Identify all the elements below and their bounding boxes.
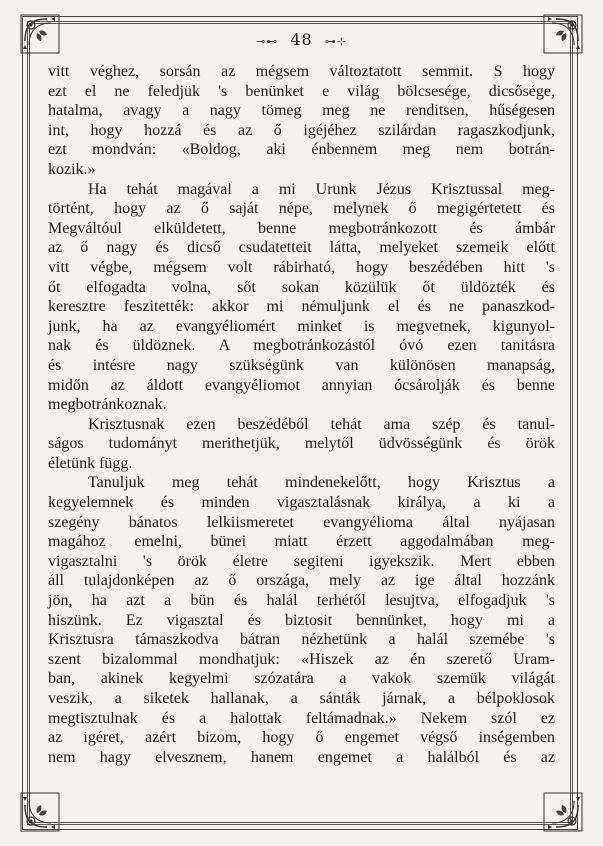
- text-line: és intésre nagy szükségünk van különösen manapság,: [48, 356, 555, 374]
- text-line: ezt el ne feledjük 's benünket e világ bölcsesége, dicsősége,: [48, 82, 555, 100]
- text-line: hiszünk. Ez vigasztal és biztosit bennünket, hogy mi a: [48, 611, 555, 629]
- text-line: megbotránkoznak.: [48, 396, 167, 414]
- text-line: veszik, a siketek hallanak, a sánták járnak, a bélpoklosok: [48, 690, 555, 707]
- text-line: kegyelemnek és minden vigasztalásnak királya, a ki a: [48, 494, 555, 512]
- text-line: kozik.»: [48, 160, 96, 178]
- text-line: int, hogy hozzá és az ő igéjéhez szilárdan ragaszkodjunk,: [48, 121, 555, 139]
- ornamental-corner-icon: [540, 789, 586, 835]
- text-line: az ő nagy és dicső csudatetteit látta, melyeket szemeik előtt: [48, 239, 555, 257]
- text-line: őt elfogadta volna, sőt sokan közülük őt üldözték és: [48, 278, 555, 296]
- text-line: midőn az áldott evangyéliomot annyian ócsárolják és benne: [48, 376, 555, 394]
- text-line: szent bizalommal mondhatjuk: «Hiszek az én szerető Uram-: [48, 650, 555, 668]
- text-line: életünk függ.: [48, 454, 133, 472]
- text-line: Tanuljuk meg tehát mindenekelőtt, hogy Krisztus a: [88, 474, 555, 492]
- text-line: junk, ha az evangyéliomért minket is megvetnek, kigunyol-: [48, 317, 555, 335]
- body-text: [48, 62, 555, 767]
- text-line: vigasztalni 's örök életre segiteni igyekszik. Mert ebben: [48, 552, 555, 570]
- paragraph: [48, 62, 555, 180]
- text-line: ban, akinek kegyelmi szózatára a vakok szemük világát: [48, 670, 555, 688]
- text-line: jön, ha azt a bün és halál terhétől lesujtva, elfogadjuk 's: [48, 592, 555, 610]
- text-line: magához emelni, bünei miatt érzett aggodalmában meg-: [48, 533, 555, 551]
- page-number-header: [0, 30, 603, 49]
- text-line: áll tulajdonképen az ő országa, mely az ige által hozzánk: [48, 572, 555, 590]
- text-line: ságos tudományt merithetjük, melytől üdvösségünk és örök: [48, 435, 555, 453]
- text-line: történt, hogy az ő saját népe, melynek ő megigértetett és: [48, 200, 555, 218]
- text-line: Megváltóul elküldetett, benne megbotránkozott és ámbár: [48, 219, 555, 237]
- text-line: Ha tehát magával a mi Urunk Jézus Krisztussal meg-: [88, 180, 555, 198]
- flourish-left-icon: ⊸⊷: [256, 35, 279, 48]
- paragraph: [48, 473, 555, 767]
- text-line: szegény bánatos lelkiismeretet evangyélioma által nyájasan: [48, 513, 555, 531]
- text-line: vitt végbe, mégsem volt rábirható, hogy beszédében hitt 's: [48, 258, 555, 276]
- text-line: keresztre feszitették: akkor mi némuljunk el és ne panaszkod-: [48, 298, 555, 316]
- page-number: 48: [290, 30, 313, 49]
- text-line: nem hagy elvesznem, hanem engemet a halálból és az: [48, 748, 555, 766]
- text-line: megtisztulnak és a halottak feltámadnak.» Nekem szól ez: [48, 709, 555, 727]
- text-line: vitt véghez, sorsán az mégsem változtatott semmit. S hogy: [48, 63, 555, 80]
- text-line: hatalma, avagy a nagy tömeg meg ne renditsen, hűségesen: [48, 102, 555, 120]
- text-line: ezt mondván: «Boldog, aki énbennem meg nem botrán-: [48, 141, 555, 159]
- ornamental-corner-icon: [17, 789, 63, 835]
- paragraph: [48, 415, 555, 474]
- text-line: Krisztusnak ezen beszédéből tehát ama szép és tanul-: [88, 415, 555, 433]
- text-line: Krisztusra támaszkodva bátran nézhetünk a halál szemébe 's: [48, 631, 555, 649]
- flourish-right-icon: ⊶⊹: [324, 35, 347, 48]
- text-line: nak és üldöznek. A megbotránkozástól óvó ezen tanitásra: [48, 337, 555, 355]
- text-line: az igéret, azért bizom, hogy ő engemet végső inségemben: [48, 729, 555, 747]
- paragraph: [48, 180, 555, 415]
